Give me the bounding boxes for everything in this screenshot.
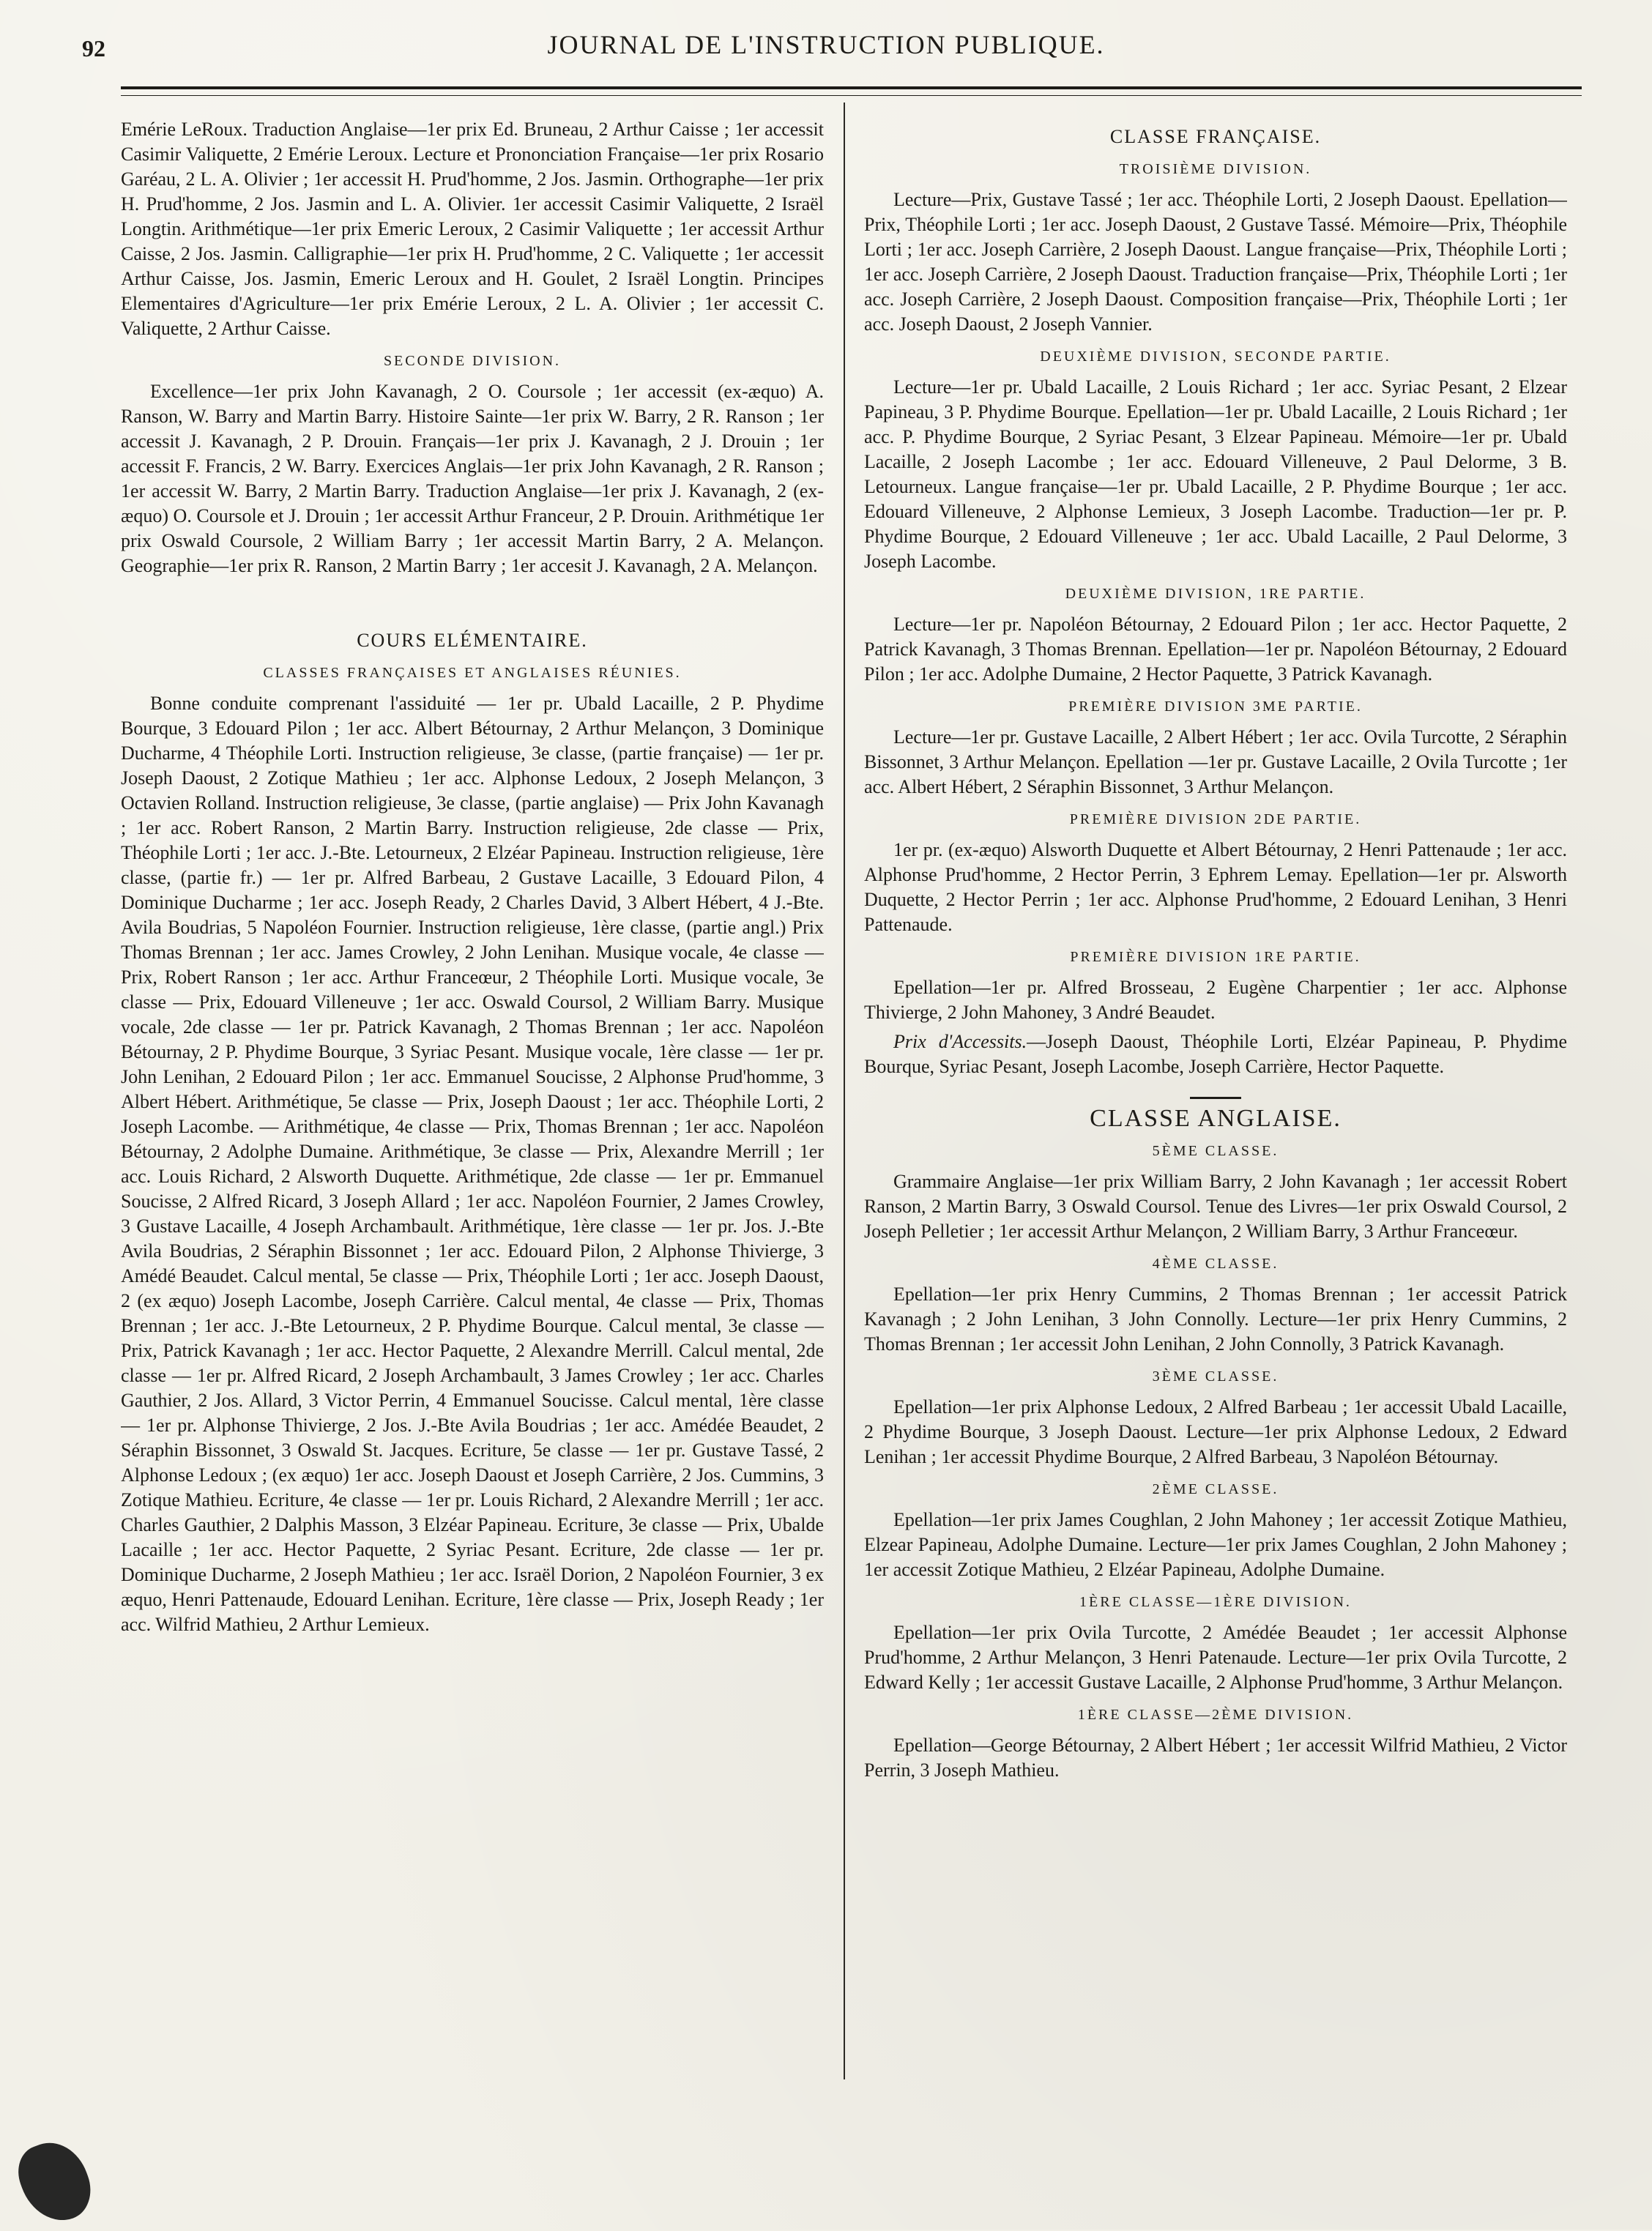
deuxieme-division-seconde-paragraph: Lecture—1er pr. Ubald Lacaille, 2 Louis Richard ; 1er acc. Syriac Pesant, 2 Elzear Papineau, 3 P. Phydime Bourque. Epellation—1er pr. Ubald Lacaille, 2 Louis Richard ; 1er acc. P. Phydime Bourque, 2 Syriac Pesant, 3 Elzear Papineau. Mémoire—1er pr. Ubald Lacaille, 2 Joseph Lacombe ; 1er acc. Edouard Villeneuve, 2 Paul Delorme, 3 B. Letourneux. Langue française—1er pr. Ubald Lacaille, 2 P. Phydime Bourque ; 1er acc. Edouard Villeneuve, 2 Alphonse Lemieux, 3 Joseph Lacombe. Traduction—1er pr. P. Phydime Bourque, 2 Edouard Villeneuve ; 1er acc. Ubald Lacaille, 2 Paul Delorme, 3 Joseph Lacombe. <box>864 376 1567 572</box>
deuxieme-division-premiere-paragraph: Lecture—1er pr. Napoléon Bétournay, 2 Edouard Pilon ; 1er acc. Hector Paquette, 2 Patrick Kavanagh, 3 Thomas Brennan. Epellation—1er pr. Napoléon Bétournay, 2 Edouard Pilon ; 1er acc. Adolphe Dumaine, 2 Hector Paquette, 3 Patrick Kavanagh. <box>864 614 1567 685</box>
continued-paragraph: Emérie LeRoux. Traduction Anglaise—1er prix Ed. Bruneau, 2 Arthur Caisse ; 1er accessit Casimir Valiquette, 2 Emérie Leroux. Lecture et Prononciation Française—1er prix Rosario Garéau, 2 L. A. Olivier ; 1er accessit H. Prud'homme, 2 Jos. Jasmin. Orthographe—1er prix H. Prud'homme, 2 Jos. Jasmin and L. A. Olivier. 1er accessit Casimir Valiquette, 2 Israël Longtin. Arithmétique—1er prix Emeric Leroux, 2 Casimir Valiquette ; 1er accessit Arthur Caisse, 2 Jos. Jasmin. Calligraphie—1er prix H. Prud'homme, 2 C. Valiquette ; 1er accessit Arthur Caisse, Jos. Jasmin, Emeric Leroux and H. Goulet, 2 Israël Longtin. Principes Elementaires d'Agriculture—1er prix Emérie Leroux, 2 L. A. Olivier ; 1er accessit C. Valiquette, 2 Arthur Caisse. <box>121 119 824 339</box>
right-column <box>864 117 1567 2079</box>
cours-elementaire-paragraph: Bonne conduite comprenant l'assiduité — 1er pr. Ubald Lacaille, 2 P. Phydime Bourque, 3 Edouard Pilon ; 1er acc. Albert Bétournay, 2 Arthur Melançon, 3 Dominique Ducharme, 4 Théophile Lorti. Instruction religieuse, 3e classe, (partie française) — 1er pr. Joseph Daoust, 2 Zotique Mathieu ; 1er acc. Alphonse Ledoux, 2 Joseph Melançon, 3 Octavien Rolland. Instruction religieuse, 3e classe, (partie anglaise) — Prix John Kavanagh ; 1er acc. Robert Ranson, 2 Martin Barry. Instruction religieuse, 2de classe — Prix, Théophile Lorti ; 1er acc. J.-Bte. Letourneux, 2 Elzéar Papineau. Instruction religieuse, 1ère classe, (partie fr.) — 1er pr. Alfred Barbeau, 2 Gustave Lacaille, 3 Edouard Pilon, 4 Dominique Ducharme ; 1er acc. Joseph Ready, 2 Charles David, 3 Albert Hébert, 4 J.-Bte. Avila Boudrias, 5 Napoléon Fournier. Instruction religieuse, 1ère classe, (partie angl.) Prix Thomas Brennan ; 1er acc. James Crowley, 2 John Lenihan. Musique vocale, 4e classe — Prix, Robert Ranson ; 1er acc. Arthur Franceœur, 2 Théophile Lorti. Musique vocale, 3e classe — Prix, Edouard Villeneuve ; 1er acc. Oswald Coursol, 2 William Barry. Musique vocale, 2de classe — 1er pr. Patrick Kavanagh, 2 Thomas Brennan ; 1er acc. Napoléon Bétournay, 2 P. Phydime Bourque, 3 Syriac Pesant. Musique vocale, 1ère classe — 1er pr. John Lenihan, 2 Edouard Pilon ; 1er acc. Emmanuel Soucisse, 2 Alphonse Prud'homme, 3 Albert Hébert. Arithmétique, 5e classe — Prix, Joseph Daoust ; 1er acc. Théophile Lorti, 2 Joseph Lacombe. — Arithmétique, 4e classe — Prix, Thomas Brennan ; 1er acc. Napoléon Bétournay, 2 Adolphe Dumaine. Arithmétique, 3e classe — Prix, Alexandre Merrill ; 1er acc. Louis Richard, 2 Alsworth Duquette. Arithmétique, 2de classe — 1er pr. Emmanuel Soucisse, 2 Alfred Ricard, 3 Joseph Allard ; 1er acc. Napoléon Fournier, 2 James Crowley, 3 Gustave Lacaille, 4 Joseph Archambault. Arithmétique, 1ère classe — 1er pr. Jos. J.-Bte Avila Boudrias, 2 Séraphin Bissonnet ; 1er acc. Edouard Pilon, 2 Alphonse Thivierge, 3 Amédé Beaudet. Calcul mental, 5e classe — Prix, Théophile Lorti ; 1er acc. Joseph Daoust, 2 (ex æquo) Joseph Lacombe, Joseph Carrière. Calcul mental, 4e classe — Prix, Thomas Brennan ; 1er acc. J.-Bte Letourneux, 2 P. Phydime Bourque. Calcul mental, 3e classe — Prix, Patrick Kavanagh ; 1er acc. Hector Paquette, 2 Alexandre Merrill. Calcul mental, 2de classe — 1er pr. Alfred Ricard, 2 Joseph Archambault, 3 James Crowley ; 1er acc. Charles Gauthier, 2 Jos. Allard, 3 Victor Perrin, 4 Emmanuel Soucisse. Calcul mental, 1ère classe — 1er pr. Alphonse Thivierge, 2 Jos. J.-Bte Avila Boudrias ; 1er acc. Amédée Beaudet, 2 Séraphin Bissonnet, 3 Oswald St. Jacques. Ecriture, 5e classe — 1er pr. Gustave Tassé, 2 Alphonse Ledoux ; (ex æquo) 1er acc. Joseph Daoust et Joseph Carrière, 2 Jos. Cummins, 3 Zotique Mathieu. Ecriture, 4e classe — 1er pr. Louis Richard, 2 Alexandre Merrill ; 1er acc. Charles Gauthier, 2 Dalphis Masson, 3 Elzéar Papineau. Ecriture, 3e classe — Prix, Ubalde Lacaille ; 1er acc. Hector Paquette, 2 Syriac Pesant. Ecriture, 2de classe — 1er pr. Dominique Ducharme, 2 Joseph Mathieu ; 1er acc. Israël Dorion, 2 Napoléon Fournier, 3 ex æquo, Henri Pattenaude, Edouard Lenihan. Ecriture, 1ère classe — Prix, Joseph Ready ; 1er acc. Wilfrid Mathieu, 2 Arthur Lemieux. <box>121 693 824 1635</box>
premiere-division-1re-heading: PREMIÈRE DIVISION 1RE PARTIE. <box>1070 949 1361 965</box>
prix-accessits-label: Prix d'Accessits. <box>893 1031 1027 1052</box>
premiere-classe-1ere-division-heading: 1ÈRE CLASSE—1ÈRE DIVISION. <box>1079 1594 1352 1610</box>
classe-francaise-heading: CLASSE FRANÇAISE. <box>1109 126 1322 147</box>
premiere-classe-2eme-division-paragraph: Epellation—George Bétournay, 2 Albert Hébert ; 1er accessit Wilfrid Mathieu, 2 Victor Perrin, 3 Joseph Mathieu. <box>864 1735 1567 1781</box>
premiere-division-3me-heading: PREMIÈRE DIVISION 3ME PARTIE. <box>1068 699 1363 715</box>
troisieme-classe-heading: 3ÈME CLASSE. <box>1152 1368 1279 1385</box>
prix-accessits-paragraph <box>864 1029 1567 1079</box>
cinquieme-classe-heading: 5ÈME CLASSE. <box>1152 1143 1279 1159</box>
premiere-division-1re-paragraph: Epellation—1er pr. Alfred Brosseau, 2 Eugène Charpentier ; 1er acc. Alphonse Thivierge, 2 John Mahoney, 3 André Beaudet. <box>864 977 1567 1023</box>
header-rule-thin <box>121 95 1582 96</box>
ink-blot-mark <box>10 2133 100 2231</box>
left-column <box>121 117 824 2079</box>
premiere-division-2de-paragraph: 1er pr. (ex-æquo) Alsworth Duquette et Albert Bétournay, 2 Henri Pattenaude ; 1er acc. Alphonse Prud'homme, 2 Hector Perrin, 3 Ephrem Lemay. Epellation—1er pr. Alsworth Duquette, 2 Hector Perrin ; 1er acc. Alphonse Prud'homme, 2 Edouard Lenihan, 3 Henri Pattenaude. <box>864 839 1567 935</box>
section-separator <box>1190 1097 1241 1099</box>
troisieme-division-paragraph: Lecture—Prix, Gustave Tassé ; 1er acc. Théophile Lorti, 2 Joseph Daoust. Epellation—Prix, Théophile Lorti ; 1er acc. Joseph Daoust, 2 Gustave Tassé. Mémoire—Prix, Théophile Lorti ; 1er acc. Joseph Carrière, 2 Joseph Daoust. Langue française—Prix, Théophile Lorti ; 1er acc. Joseph Carrière, 2 Joseph Daoust. Traduction française—Prix, Théophile Lorti ; 1er acc. Joseph Carrière, 2 Joseph Daoust. Composition française—Prix, Théophile Lorti ; 1er acc. Joseph Daoust, 2 Joseph Vannier. <box>864 189 1567 335</box>
premiere-classe-1ere-division-paragraph: Epellation—1er prix Ovila Turcotte, 2 Amédée Beaudet ; 1er accessit Alphonse Prud'homme, 2 Arthur Melançon, 3 Henri Patenaude. Lecture—1er prix Ovila Turcotte, 2 Edward Kelly ; 1er accessit Gustave Lacaille, 2 Alphonse Prud'homme, 3 Arthur Melançon. <box>864 1622 1567 1693</box>
seconde-division-heading: SECONDE DIVISION. <box>383 353 562 369</box>
troisieme-classe-paragraph: Epellation—1er prix Alphonse Ledoux, 2 Alfred Barbeau ; 1er accessit Ubald Lacaille, 2 Phydime Bourque, 3 Joseph Daoust. Lecture—1er prix Alphonse Ledoux, 2 Edward Lenihan ; 1er accessit Phydime Bourque, 2 Alfred Barbeau, 3 Napoléon Bétournay. <box>864 1396 1567 1467</box>
spacer <box>121 583 824 621</box>
deuxieme-classe-heading: 2ÈME CLASSE. <box>1152 1481 1279 1497</box>
premiere-division-2de-heading: PREMIÈRE DIVISION 2DE PARTIE. <box>1069 811 1362 827</box>
seconde-division-paragraph: Excellence—1er prix John Kavanagh, 2 O. Coursole ; 1er accessit (ex-æquo) A. Ranson, W. Barry and Martin Barry. Histoire Sainte—1er prix W. Barry, 2 R. Ranson ; 1er accessit J. Kavanagh, 2 P. Drouin. Français—1er prix J. Kavanagh, 2 J. Drouin ; 1er accessit F. Francis, 2 W. Barry. Exercices Anglais—1er prix John Kavanagh, 2 R. Ranson ; 1er accessit W. Barry, 2 Martin Barry. Traduction Anglaise—1er prix J. Kavanagh, 2 (ex-æquo) O. Coursole et J. Drouin ; 1er accessit Arthur Franceur, 2 P. Drouin. Arithmétique 1er prix Oswald Coursole, 2 William Barry ; 1er accessit Martin Barry, 2 A. Melançon. Geographie—1er prix R. Ranson, 2 Martin Barry ; 1er accesit J. Kavanagh, 2 A. Melançon. <box>121 381 824 576</box>
cinquieme-classe-paragraph: Grammaire Anglaise—1er prix William Barry, 2 John Kavanagh ; 1er accessit Robert Ranson, 2 Martin Barry, 3 Oswald Coursol. Tenue des Livres—1er prix Oswald Coursol, 2 Joseph Pelletier ; 1er accessit Arthur Melançon, 2 William Barry, 3 Arthur Franceœur. <box>864 1171 1567 1242</box>
quatrieme-classe-heading: 4ÈME CLASSE. <box>1152 1256 1279 1272</box>
prix-accessits-list: —Joseph Daoust, Théophile Lorti, Elzéar Papineau, P. Phydime Bourque, Syriac Pesant, Joseph Lacombe, Joseph Carrière, Hector Paquette. <box>864 1031 1567 1077</box>
classe-anglaise-heading: CLASSE ANGLAISE. <box>1090 1105 1342 1132</box>
deuxieme-classe-paragraph: Epellation—1er prix James Coughlan, 2 John Mahoney ; 1er accessit Zotique Mathieu, Elzear Papineau, Adolphe Dumaine. Lecture—1er prix James Coughlan, 2 John Mahoney ; 1er accessit Zotique Mathieu, 2 Elzéar Papineau, Adolphe Dumaine. <box>864 1509 1567 1580</box>
header-rule-thick <box>121 86 1582 89</box>
premiere-classe-2eme-division-heading: 1ÈRE CLASSE—2ÈME DIVISION. <box>1077 1707 1354 1723</box>
classes-reunies-heading: CLASSES FRANÇAISES ET ANGLAISES RÉUNIES. <box>263 665 682 681</box>
premiere-division-3me-paragraph: Lecture—1er pr. Gustave Lacaille, 2 Albert Hébert ; 1er acc. Ovila Turcotte, 2 Séraphin Bissonnet, 3 Arthur Melançon. Epellation —1er pr. Gustave Lacaille, 2 Ovila Turcotte ; 1er acc. Albert Hébert, 2 Séraphin Bissonnet, 3 Arthur Melançon. <box>864 726 1567 797</box>
quatrieme-classe-paragraph: Epellation—1er prix Henry Cummins, 2 Thomas Brennan ; 1er accessit Patrick Kavanagh ; 2 John Lenihan, 3 John Connolly. Lecture—1er prix Henry Cummins, 2 Thomas Brennan ; 1er accessit John Lenihan, 2 John Connolly, 3 Patrick Kavanagh. <box>864 1284 1567 1355</box>
journal-title: JOURNAL DE L'INSTRUCTION PUBLIQUE. <box>547 30 1105 59</box>
deuxieme-division-seconde-heading: DEUXIÈME DIVISION, SECONDE PARTIE. <box>1040 349 1391 365</box>
column-divider <box>844 103 845 2079</box>
cours-elementaire-heading: COURS ELÉMENTAIRE. <box>357 630 588 651</box>
troisieme-division-heading: TROISIÈME DIVISION. <box>1119 161 1312 177</box>
deuxieme-division-premiere-heading: DEUXIÈME DIVISION, 1RE PARTIE. <box>1065 586 1366 602</box>
page-number: 92 <box>82 35 105 62</box>
